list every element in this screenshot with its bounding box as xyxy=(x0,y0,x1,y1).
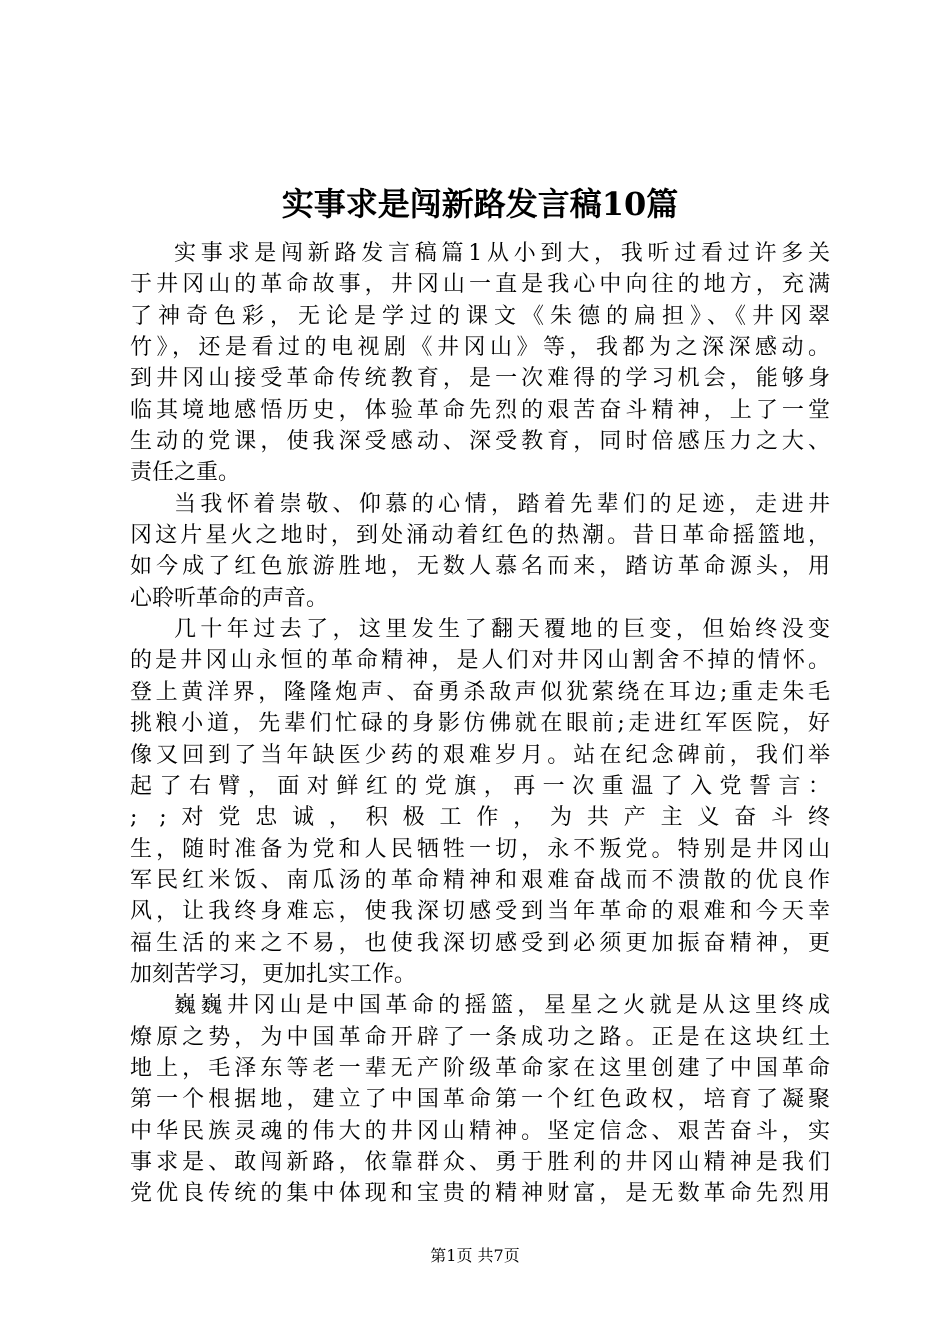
text-line: 第一个根据地，建立了中国革命第一个红色政权，培育了凝聚 xyxy=(130,1087,830,1113)
text-line: 福生活的来之不易，也使我深切感受到必须更加振奋精神，更 xyxy=(130,930,830,956)
text-line: 临其境地感悟历史，体验革命先烈的艰苦奋斗精神，上了一堂 xyxy=(130,397,830,423)
text-line: 巍巍井冈山是中国革命的摇篮，星星之火就是从这里终成 xyxy=(174,993,830,1019)
text-line: 当我怀着崇敬、仰慕的心情，踏着先辈们的足迹，走进井 xyxy=(174,491,830,517)
text-line: 燎原之势，为中国革命开辟了一条成功之路。正是在这块红土 xyxy=(130,1024,830,1050)
text-line: 心聆听革命的声音。 xyxy=(130,585,329,611)
page-footer: 第1页 共7页 xyxy=(430,1246,520,1265)
text-line: 党优良传统的集中体现和宝贵的精神财富，是无数革命先烈用 xyxy=(130,1181,830,1207)
text-line: 起了右臂，面对鲜红的党旗，再一次重温了入党誓言： xyxy=(130,773,830,799)
text-line: 几十年过去了，这里发生了翻天覆地的巨变，但始终没变 xyxy=(174,617,830,643)
text-line: 加刻苦学习，更加扎实工作。 xyxy=(130,961,417,987)
document-body xyxy=(130,238,830,1210)
text-line: 中华民族灵魂的伟大的井冈山精神。坚定信念、艰苦奋斗，实 xyxy=(130,1118,830,1144)
text-line: 生，随时准备为党和人民牺牲一切，永不叛党。特别是井冈山 xyxy=(130,836,830,862)
text-line: 挑粮小道，先辈们忙碌的身影仿佛就在眼前;走进红军医院，好 xyxy=(130,711,830,737)
document-title: 实事求是闯新路发言稿10篇 xyxy=(281,185,679,223)
text-line: 冈这片星火之地时，到处涌动着红色的热潮。昔日革命摇篮地， xyxy=(130,523,830,549)
text-line: 竹》，还是看过的电视剧《井冈山》等，我都为之深深感动。 xyxy=(130,335,830,361)
text-line: 如今成了红色旅游胜地，无数人慕名而来，踏访革命源头，用 xyxy=(130,554,830,580)
text-line: 了神奇色彩，无论是学过的课文《朱德的扁担》、《井冈翠 xyxy=(130,303,830,329)
text-line: 像又回到了当年缺医少药的艰难岁月。站在纪念碑前，我们举 xyxy=(130,742,830,768)
text-line: 责任之重。 xyxy=(130,460,241,486)
text-line: 登上黄洋界，隆隆炮声、奋勇杀敌声似犹萦绕在耳边;重走朱毛 xyxy=(130,679,830,705)
text-line: 军民红米饭、南瓜汤的革命精神和艰难奋战而不溃散的优良作 xyxy=(130,867,830,893)
text-line: 生动的党课，使我深受感动、深受教育，同时倍感压力之大、 xyxy=(130,429,830,455)
text-line: 于井冈山的革命故事，井冈山一直是我心中向往的地方，充满 xyxy=(130,272,830,298)
text-line: 地上，毛泽东等老一辈无产阶级革命家在这里创建了中国革命 xyxy=(130,1055,830,1081)
text-line: 到井冈山接受革命传统教育，是一次难得的学习机会，能够身 xyxy=(130,366,830,392)
text-line: 事求是、敢闯新路，依靠群众、勇于胜利的井冈山精神是我们 xyxy=(130,1149,830,1175)
text-line: ; ;对党忠诚，积极工作，为共产主义奋斗终 xyxy=(130,805,830,831)
text-line: 实事求是闯新路发言稿篇1从小到大，我听过看过许多关 xyxy=(174,241,830,266)
text-line: 风，让我终身难忘，使我深切感受到当年革命的艰难和今天幸 xyxy=(130,899,830,925)
text-line: 的是井冈山永恒的革命精神，是人们对井冈山割舍不掉的情怀。 xyxy=(130,648,830,674)
